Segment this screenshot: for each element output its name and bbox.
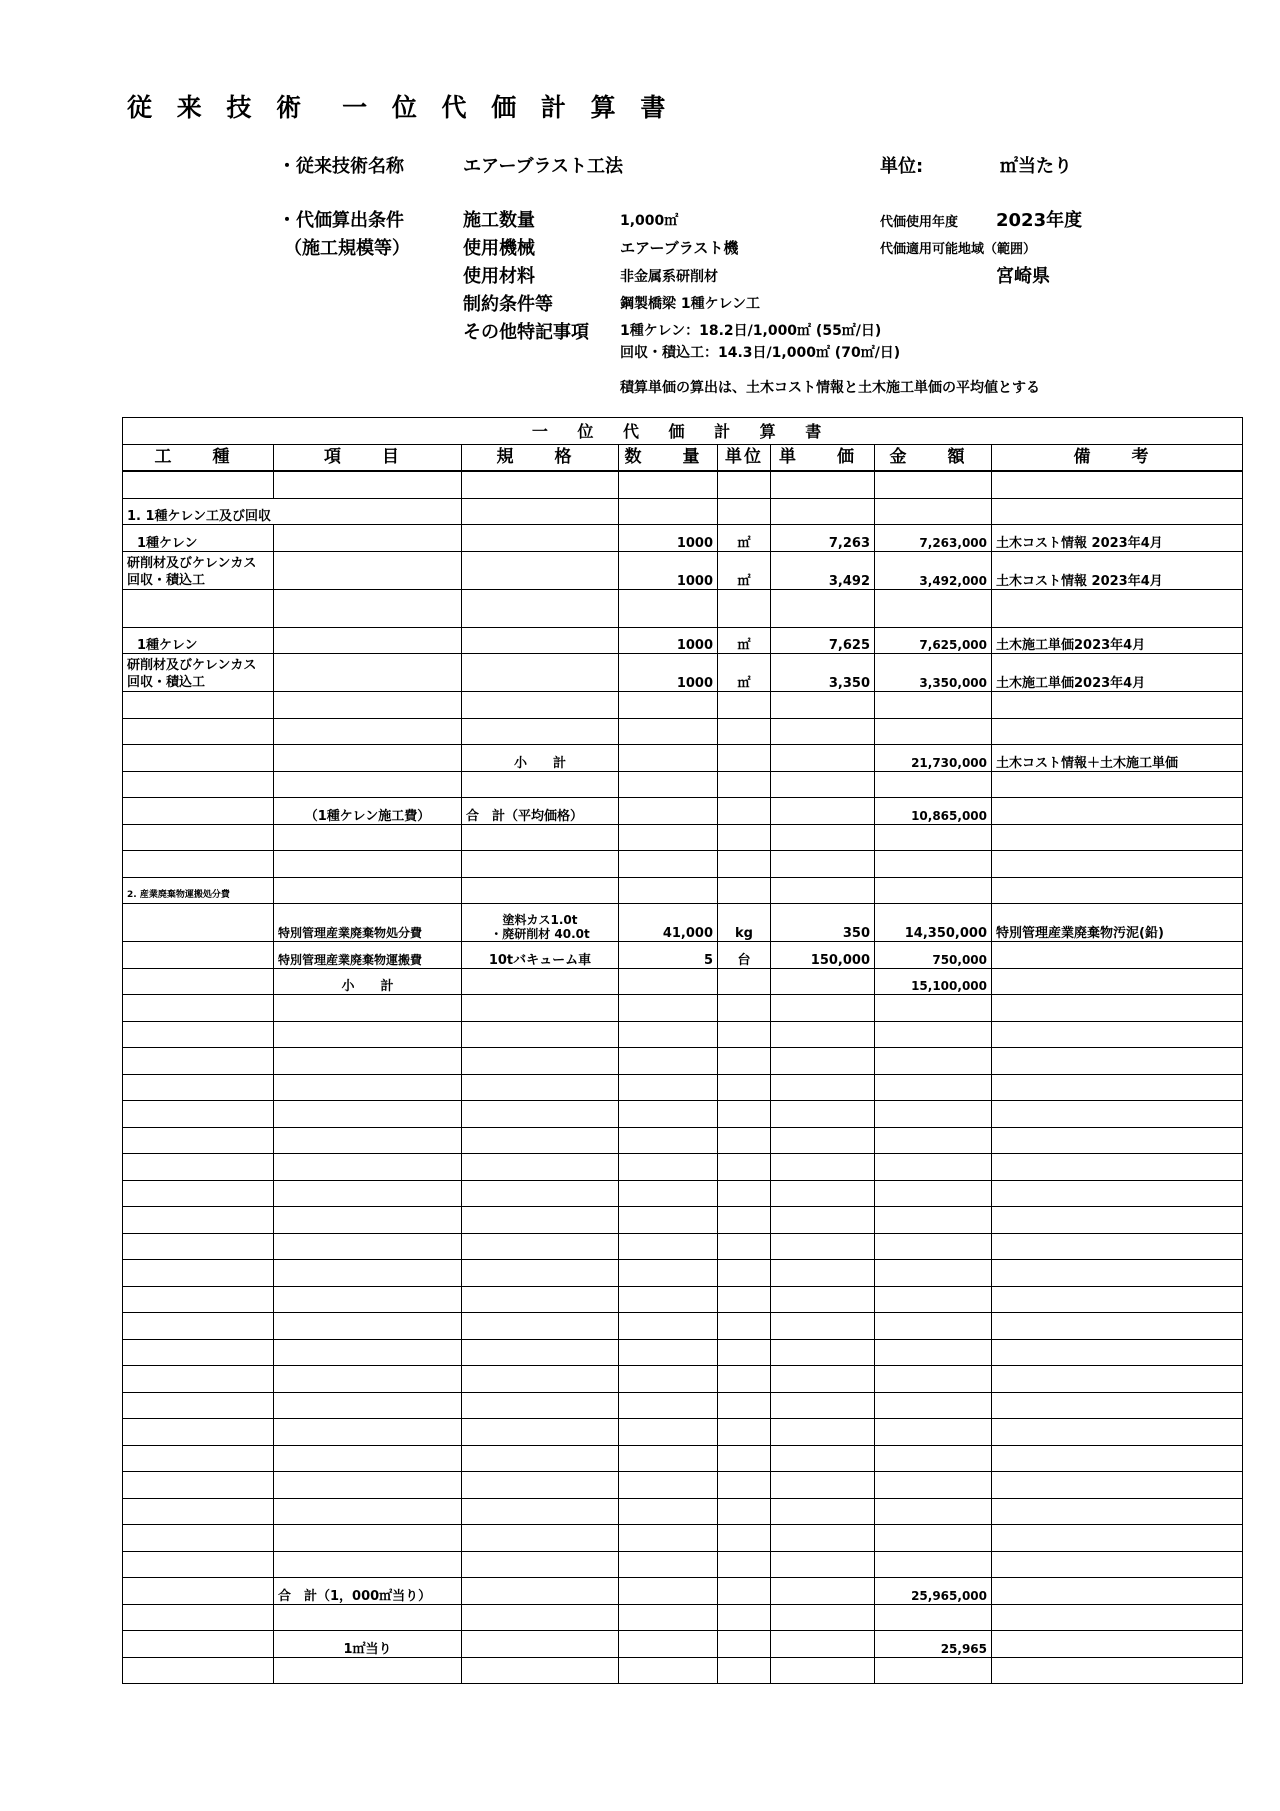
field-value-special: 1種ケレン：18.2日/1,000㎡ (55㎡/日) xyxy=(620,323,882,339)
table-row xyxy=(123,692,1243,719)
table-row: 1種ケレン 1000 ㎡ 7,263 7,263,000 土木コスト情報 2023年4月 xyxy=(123,525,1243,552)
table-row xyxy=(123,1551,1243,1578)
section-2-label: 2. 産業廃棄物運搬処分費 xyxy=(123,877,274,904)
table-row xyxy=(123,1207,1243,1234)
section-1-label: 1. 1種ケレン工及び回収 xyxy=(123,498,462,525)
table-row xyxy=(123,1339,1243,1366)
table-row: 研削材及びケレンカス回収・積込工 1000 ㎡ 3,350 3,350,000 土木施工単価2023年4月 xyxy=(123,654,1243,692)
field-value-special-2: 回収・積込工：14.3日/1,000㎡ (70㎡/日) xyxy=(620,345,901,361)
field-label-quantity: 施工数量 xyxy=(463,210,535,231)
subtotal-row-1: 小 計 21,730,000 土木コスト情報＋土木施工単価 xyxy=(123,745,1243,772)
per-m2-row: 1㎡当り 25,965 xyxy=(123,1631,1243,1658)
col-header-quantity: 数 量 xyxy=(619,445,718,472)
condition-label: ・代価算出条件 xyxy=(278,210,404,231)
table-row xyxy=(123,1286,1243,1313)
table-row xyxy=(123,1445,1243,1472)
table-row xyxy=(123,1260,1243,1287)
table-row: 1種ケレン 1000 ㎡ 7,625 7,625,000 土木施工単価2023年4月 xyxy=(123,627,1243,654)
field-label-material: 使用材料 xyxy=(463,266,535,287)
year-label: 代価使用年度 xyxy=(880,215,959,230)
field-value-machine: エアーブラスト機 xyxy=(620,239,739,257)
table-title: 一 位 代 価 計 算 書 xyxy=(123,418,1243,445)
table-row xyxy=(123,1604,1243,1631)
col-header-unit-price: 単 価 xyxy=(771,445,875,472)
table-row xyxy=(123,1419,1243,1446)
table-row xyxy=(123,771,1243,798)
table-row xyxy=(123,877,1243,904)
grand-total-row: 合 計（1，000㎡当り） 25,965,000 xyxy=(123,1578,1243,1605)
tech-name-label: ・従来技術名称 xyxy=(278,156,404,177)
table-row xyxy=(123,1048,1243,1075)
table-row xyxy=(123,1233,1243,1260)
table-row xyxy=(123,1021,1243,1048)
table-row xyxy=(123,1472,1243,1499)
region-value: 宮崎県 xyxy=(996,266,1050,287)
table-row xyxy=(123,1366,1243,1393)
tech-name-value: エアーブラスト工法 xyxy=(463,156,624,177)
col-header-item: 項 目 xyxy=(274,445,462,472)
table-row: 特別管理産業廃棄物運搬費 10tバキューム車 5 台 150,000 750,000 xyxy=(123,942,1243,969)
total-average-row: （1種ケレン施工費） 合 計（平均価格） 10,865,000 xyxy=(123,798,1243,825)
table-row xyxy=(123,995,1243,1022)
table-row xyxy=(123,1154,1243,1181)
field-value-constraints: 鋼製橋梁 1種ケレン工 xyxy=(620,296,760,312)
page-title: 従 来 技 術 一 位 代 価 計 算 書 xyxy=(127,93,674,122)
unit-label: 単位: xyxy=(880,156,924,177)
table-row xyxy=(123,1525,1243,1552)
condition-sub-label: （施工規模等） xyxy=(284,238,410,259)
col-header-amount: 金 額 xyxy=(875,445,992,472)
field-label-special: その他特記事項 xyxy=(463,322,589,343)
col-header-remarks: 備 考 xyxy=(992,445,1243,472)
table-row: 特別管理産業廃棄物処分費 塗料カス1.0t ・廃研削材 40.0t 41,000 kg 350 14,350,000 特別管理産業廃棄物汚泥(鉛) xyxy=(123,904,1243,942)
field-label-machine: 使用機械 xyxy=(463,238,535,259)
subtotal-row-2: 小 計 15,100,000 xyxy=(123,968,1243,995)
table-row xyxy=(123,589,1243,627)
table-row xyxy=(123,824,1243,851)
region-label: 代価適用可能地域（範囲） xyxy=(880,242,1037,257)
table-row xyxy=(123,851,1243,878)
cost-calculation-table xyxy=(122,417,1243,1684)
field-value-material: 非金属系研削材 xyxy=(620,269,718,285)
table-row xyxy=(123,1313,1243,1340)
col-header-spec: 規 格 xyxy=(462,445,619,472)
col-header-koushu: 工 種 xyxy=(123,445,274,472)
unit-value: ㎡当たり xyxy=(1000,156,1072,177)
field-label-constraints: 制約条件等 xyxy=(463,294,553,315)
table-row xyxy=(123,1180,1243,1207)
col-header-unit: 単位 xyxy=(718,445,771,472)
table-row xyxy=(123,1101,1243,1128)
year-value: 2023年度 xyxy=(996,210,1083,231)
table-row xyxy=(123,1657,1243,1684)
table-row xyxy=(123,471,1243,498)
table-row xyxy=(123,1498,1243,1525)
table-header-row xyxy=(123,445,1243,472)
table-row xyxy=(123,498,1243,525)
table-row xyxy=(123,1127,1243,1154)
table-row xyxy=(123,1392,1243,1419)
table-row xyxy=(123,718,1243,745)
field-value-quantity: 1,000㎡ xyxy=(620,213,679,229)
table-row: 研削材及びケレンカス回収・積込工 1000 ㎡ 3,492 3,492,000 土木コスト情報 2023年4月 xyxy=(123,551,1243,589)
table-title-row xyxy=(123,418,1243,445)
calculation-note: 積算単価の算出は、土木コスト情報と土木施工単価の平均値とする xyxy=(620,380,1040,396)
table-row xyxy=(123,1074,1243,1101)
